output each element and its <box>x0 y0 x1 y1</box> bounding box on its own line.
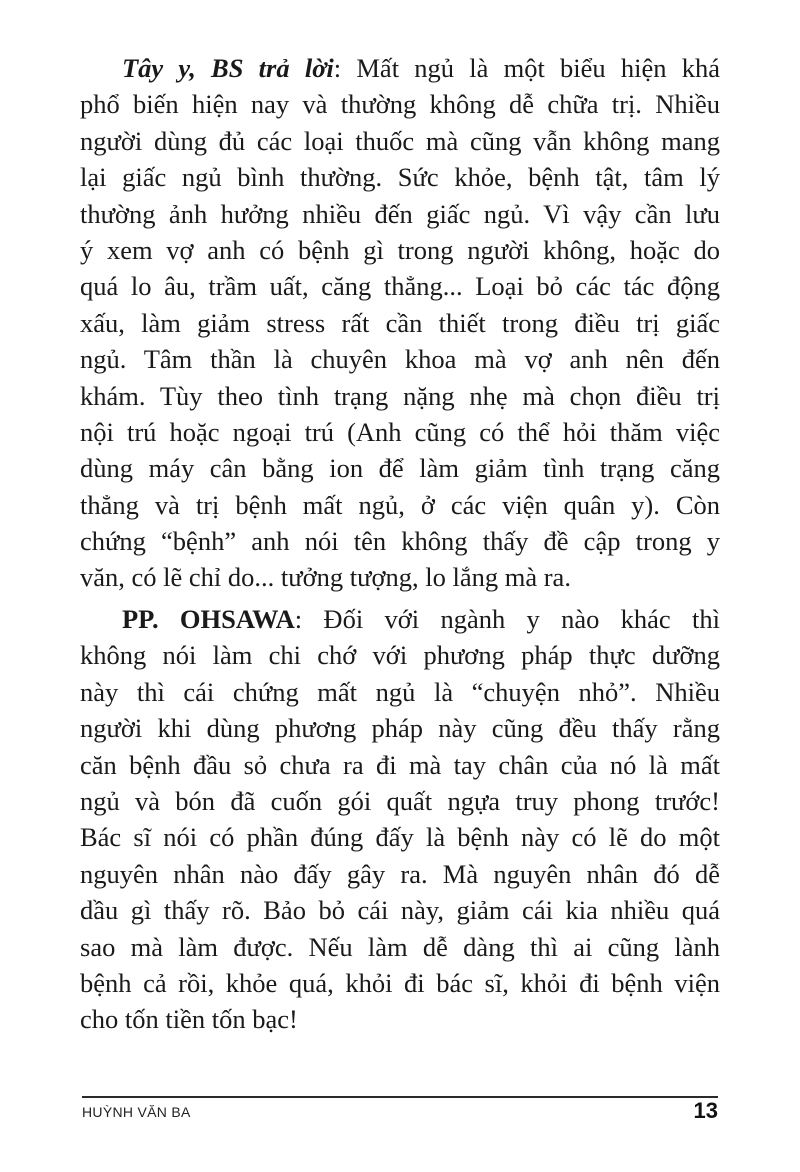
text-line <box>80 856 720 892</box>
line-text: văn, có lẽ chỉ do... tưởng tượng, lo lắng mà ra. <box>80 562 571 593</box>
line-text: ngủ và bón đã cuốn gói quất ngựa truy phong trước! <box>80 785 720 816</box>
line-text: dùng máy cân bằng ion để làm giảm tình trạng căng <box>80 453 720 484</box>
paragraph-western-doctor-answer <box>80 50 720 596</box>
line-text: Bác sĩ nói có phần đúng đấy là bệnh này có lẽ do một <box>80 822 720 853</box>
line-text: khám. Tùy theo tình trạng nặng nhẹ mà chọn điều trị <box>80 380 720 411</box>
line-text: thường ảnh hưởng nhiều đến giấc ngủ. Vì vậy cần lưu <box>80 198 720 229</box>
text-line <box>80 414 720 450</box>
text-line <box>80 450 720 486</box>
text-line <box>80 50 720 86</box>
line-text: nội trú hoặc ngoại trú (Anh cũng có thể hỏi thăm việc <box>80 416 720 447</box>
text-line <box>80 378 720 414</box>
text-line <box>80 268 720 304</box>
speaker-label: PP. OHSAWA <box>122 604 295 634</box>
text-line <box>80 559 720 595</box>
text-line <box>80 341 720 377</box>
text-line <box>80 159 720 195</box>
text-line <box>80 819 720 855</box>
speaker-label: Tây y, BS trả lời <box>122 53 334 83</box>
line-text: người khi dùng phương pháp này cũng đều thấy rằng <box>80 713 720 744</box>
line-text: quá lo âu, trầm uất, căng thẳng... Loại bỏ các tác động <box>80 271 720 302</box>
footer-divider <box>82 1096 718 1098</box>
text-line <box>80 674 720 710</box>
line-text: ý xem vợ anh có bệnh gì trong người không, hoặc do <box>80 234 720 265</box>
line-text: căn bệnh đầu sỏ chưa ra đi mà tay chân của nó là mất <box>80 749 720 780</box>
line-text: lại giấc ngủ bình thường. Sức khỏe, bệnh tật, tâm lý <box>80 162 720 193</box>
line-text: bệnh cả rồi, khỏe quá, khỏi đi bác sĩ, khỏi đi bệnh viện <box>80 967 720 998</box>
line-text: này thì cái chứng mất ngủ là “chuyện nhỏ”. Nhiều <box>80 676 720 707</box>
text-line <box>80 965 720 1001</box>
line-text: phổ biến hiện nay và thường không dễ chữa trị. Nhiều <box>80 89 720 120</box>
line-text: : Mất ngủ là một biểu hiện khá <box>333 53 720 83</box>
text-line <box>80 929 720 965</box>
text-line <box>80 747 720 783</box>
text-line <box>80 196 720 232</box>
text-line <box>80 123 720 159</box>
paragraph-ohsawa-answer <box>80 601 720 1038</box>
text-line <box>80 783 720 819</box>
text-line <box>80 1001 720 1037</box>
text-line <box>80 892 720 928</box>
line-text: người dùng đủ các loại thuốc mà cũng vẫn không mang <box>80 125 720 156</box>
text-line <box>80 523 720 559</box>
page-number: 13 <box>693 1098 718 1123</box>
text-line <box>80 637 720 673</box>
line-text: sao mà làm được. Nếu làm dễ dàng thì ai cũng lành <box>80 931 720 962</box>
line-text: nguyên nhân nào đấy gây ra. Mà nguyên nhân đó dễ <box>80 858 720 889</box>
line-text: thẳng và trị bệnh mất ngủ, ở các viện quân y). Còn <box>80 489 720 520</box>
line-text: không nói làm chi chớ với phương pháp thực dưỡng <box>80 640 720 671</box>
text-line <box>80 305 720 341</box>
text-line <box>80 601 720 637</box>
text-line <box>80 86 720 122</box>
line-text: ngủ. Tâm thần là chuyên khoa mà vợ anh nên đến <box>80 344 720 375</box>
line-text: dầu gì thấy rõ. Bảo bỏ cái này, giảm cái kia nhiều quá <box>80 895 720 926</box>
text-line <box>80 232 720 268</box>
line-text: chứng “bệnh” anh nói tên không thấy đề cập trong y <box>80 526 720 557</box>
line-text: cho tốn tiền tốn bạc! <box>80 1004 298 1035</box>
line-text: xấu, làm giảm stress rất cần thiết trong điều trị giấc <box>80 307 720 338</box>
text-line <box>80 487 720 523</box>
footer-author: HUỲNH VĂN BA <box>82 1104 191 1120</box>
line-text: : Đối với ngành y nào khác thì <box>294 604 720 634</box>
text-line <box>80 710 720 746</box>
